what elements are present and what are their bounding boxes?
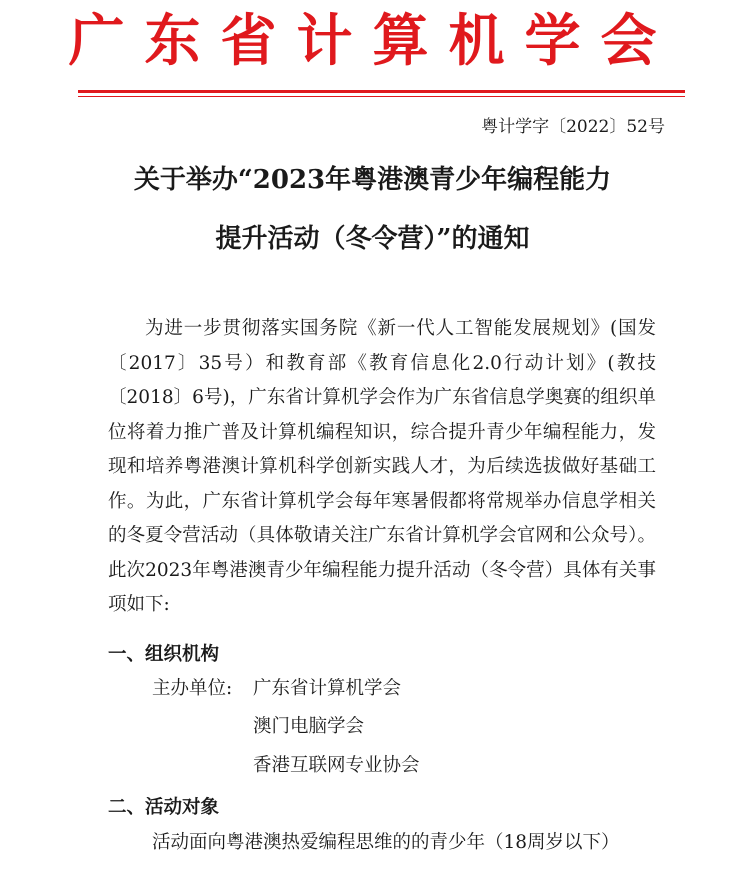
header-rule-thick — [78, 90, 685, 93]
notice-title-line2: 提升活动（冬令营）”的通知 — [215, 224, 530, 254]
intro-paragraph: 为进一步贯彻落实国务院《新一代人工智能发展规划》(国发〔2017〕35号）和教育部《教育信息化2.0行动计划》(教技〔2018〕6号)，广东省计算机学会作为广东省信息学奥赛的组织单位将着力推广普及计算机编程知识，综合提升青少年编程能力，发现和培养粤港澳计算机科学创新实践人才，为后续选拔做好基础工作。为此，广东省计算机学会每年寒暑假都将常规举办信息学相关的冬夏令营活动（具体敬请关注广东省计算机学会官网和公众号）。此次2023年粤港澳青少年编程能力提升活动（冬令营）具体有关事项如下: — [108, 318, 656, 615]
org-title: 广东省计算机学会 — [68, 8, 677, 74]
organizer-label: 主办单位: — [152, 678, 233, 699]
organizer-item: 广东省计算机学会 — [253, 678, 402, 699]
organizer-item: 澳门电脑学会 — [253, 716, 365, 737]
section-heading-organization: 一、组织机构 — [108, 644, 220, 665]
doc-number: 粤计学字〔2022〕52号 — [481, 117, 665, 137]
organizer-item: 香港互联网专业协会 — [253, 755, 420, 776]
notice-title-line1: 关于举办“2023年粤港澳青少年编程能力 — [133, 165, 612, 195]
header-rule-thin — [78, 96, 685, 97]
section-heading-audience: 二、活动对象 — [108, 797, 220, 818]
audience-text: 活动面向粤港澳热爱编程思维的的青少年（18周岁以下） — [152, 832, 620, 853]
